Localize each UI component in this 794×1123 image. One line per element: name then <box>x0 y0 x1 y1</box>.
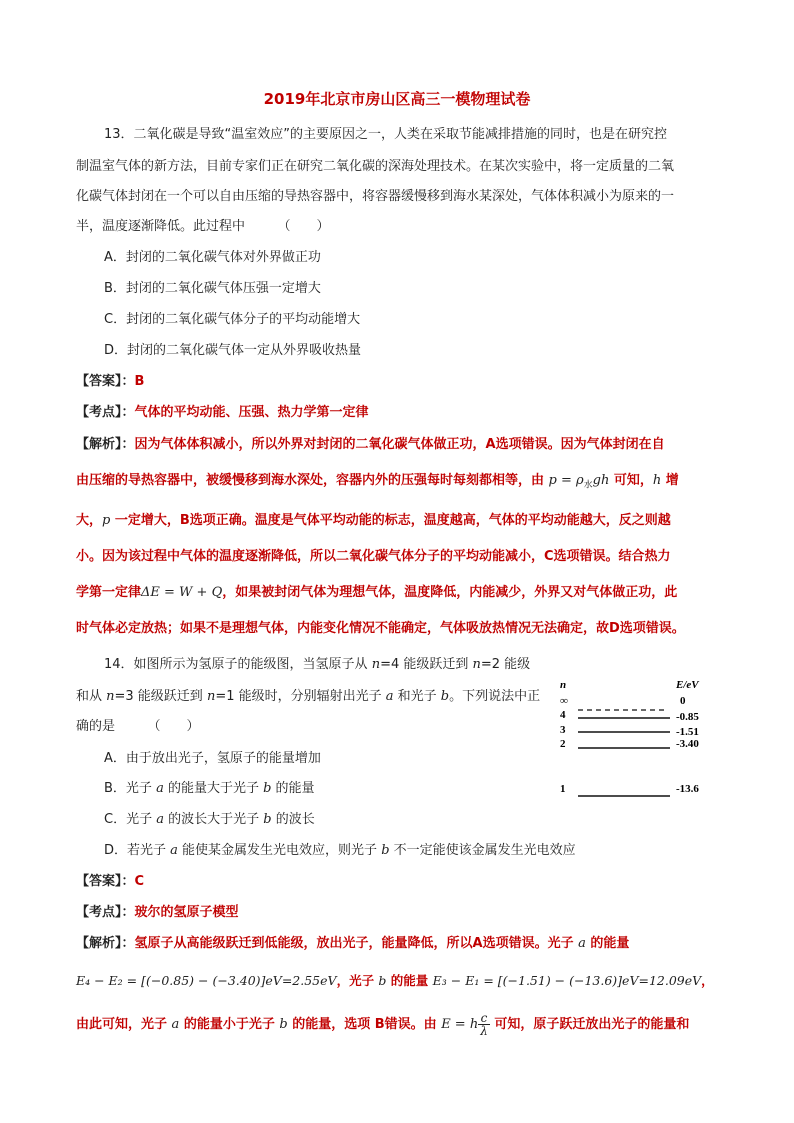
point-label: 【考点】： <box>76 905 135 920</box>
n-axis-header: n <box>560 679 567 691</box>
level-2-e: -3.40 <box>676 738 699 750</box>
energy-level-diagram <box>556 676 736 806</box>
q14-option-c: C．光子 a 的波长大于光子 b 的波长 <box>104 812 315 827</box>
level-3-e: -1.51 <box>676 726 699 738</box>
level-4-e: -0.85 <box>676 711 699 723</box>
answer-label: 【答案】： <box>76 374 135 389</box>
q14-analysis-line-2: E₄ − E₂ = [(−0.85) − (−3.40)]eV=2.55eV，光子 b 的能量 E₃ − E₁ = [(−1.51) − (−13.6)]eV=12.09eV， <box>76 973 714 988</box>
q13-analysis-line-3: 大，p 一定增大，B选项正确。温度是气体平均动能的标志，温度越高，气体的平均动能越大，反之则越 <box>76 513 671 528</box>
level-inf-e: 0 <box>680 695 686 707</box>
q13-option-b: B．封闭的二氧化碳气体压强一定增大 <box>104 281 321 296</box>
energy-axis-header: E/eV <box>676 679 699 691</box>
point-value: 气体的平均动能、压强、热力学第一定律 <box>134 405 369 420</box>
q13-stem-line-3: 化碳气体封闭在一个可以自由压缩的导热容器中，将容器缓慢移到海水某深处，气体体积减小为原来的一 <box>76 189 675 204</box>
q14-stem-line-3: 确的是 （ ） <box>76 719 200 734</box>
page-title: 2019年北京市房山区高三一模物理试卷 <box>263 90 531 108</box>
point-label: 【考点】： <box>76 405 135 420</box>
q13-analysis-line-6: 时气体必定放热；如果不是理想气体，内能变化情况不能确定，气体吸放热情况无法确定，故D选项错误。 <box>76 621 685 636</box>
first-law-formula: ΔE = W + Q <box>141 585 223 600</box>
level-inf-n: ∞ <box>560 695 568 707</box>
energy-formula-a: E₄ − E₂ = [(−0.85) − (−3.40)]eV=2.55eV <box>76 973 337 988</box>
q13-analysis-line-2: 由压缩的导热容器中，被缓慢移到海水深处，容器内外的压强每时每刻都相等，由 $p = \rho_水gh$ 可知，h 增 <box>76 473 679 491</box>
q13-analysis-line-1: 【解析】：因为气体体积减小，所以外界对封闭的二氧化碳气体做正功，A选项错误。因为气体封闭在自 <box>76 437 665 452</box>
q13-analysis-line-5: 学第一定律ΔE = W + Q，如果被封闭气体为理想气体，温度降低，内能减少，外界又对气体做正功，此 <box>76 585 678 600</box>
level-1-n: 1 <box>560 783 566 795</box>
analysis-label: 【解析】： <box>76 437 135 452</box>
q14-point <box>76 904 239 922</box>
pressure-formula: $p = \rho_水gh$ <box>548 473 610 491</box>
point-value: 玻尔的氢原子模型 <box>134 905 239 920</box>
q13-analysis-line-4: 小。因为该过程中气体的温度逐渐降低，所以二氧化碳气体分子的平均动能减小，C选项错误。结合热力 <box>76 549 671 564</box>
q13-stem-line-4: 半，温度逐渐降低。此过程中 （ ） <box>76 219 330 234</box>
q13-stem-line-2: 制温室气体的新方法，目前专家们正在研究二氧化碳的深海处理技术。在某次实验中，将一定质量的二氧 <box>76 159 675 174</box>
q14-answer <box>76 873 144 891</box>
q14-analysis-line-3: 由此可知，光子 a 的能量小于光子 b 的能量，选项 B错误。由 E = h $\frac{c}{\lambda}$ 可知，原子跃迁放出光子的能量和 <box>76 1011 690 1038</box>
answer-label: 【答案】： <box>76 874 135 889</box>
q14-option-d: D．若光子 a 能使某金属发生光电效应，则光子 b 不一定能使该金属发生光电效应 <box>104 843 576 858</box>
q14-stem-line-1: 14．如图所示为氢原子的能级图，当氢原子从 n=4 能级跃迁到 n=2 能级 <box>104 657 531 672</box>
q13-point <box>76 404 369 422</box>
answer-value: B <box>134 374 145 389</box>
level-2-n: 2 <box>560 738 566 750</box>
level-1-e: -13.6 <box>676 783 699 795</box>
energy-formula-b: E₃ − E₁ = [(−1.51) − (−13.6)]eV=12.09eV <box>432 973 702 988</box>
q14-analysis-line-1: 【解析】：氢原子从高能级跃迁到低能级，放出光子，能量降低，所以A选项错误。光子 a 的能量 <box>76 936 630 951</box>
level-4-n: 4 <box>560 709 566 721</box>
q14-stem-line-2: 和从 n=3 能级跃迁到 n=1 能级时，分别辐射出光子 a 和光子 b。下列说法中正 <box>76 689 541 704</box>
q13-option-c: C．封闭的二氧化碳气体分子的平均动能增大 <box>104 312 361 327</box>
q13-option-d: D．封闭的二氧化碳气体一定从外界吸收热量 <box>104 343 362 358</box>
q14-option-a: A．由于放出光子，氢原子的能量增加 <box>104 751 321 766</box>
q14-option-b: B．光子 a 的能量大于光子 b 的能量 <box>104 781 315 796</box>
answer-value: C <box>134 874 145 889</box>
q13-stem-line-1: 13．二氧化碳是导致“温室效应”的主要原因之一，人类在采取节能减排措施的同时，也是在研究控 <box>104 127 668 142</box>
q13-option-a: A．封闭的二氧化碳气体对外界做正功 <box>104 250 321 265</box>
level-3-n: 3 <box>560 724 566 736</box>
q13-answer <box>76 373 144 391</box>
photon-energy-fraction: $\frac{c}{\lambda}$ <box>480 1011 488 1038</box>
